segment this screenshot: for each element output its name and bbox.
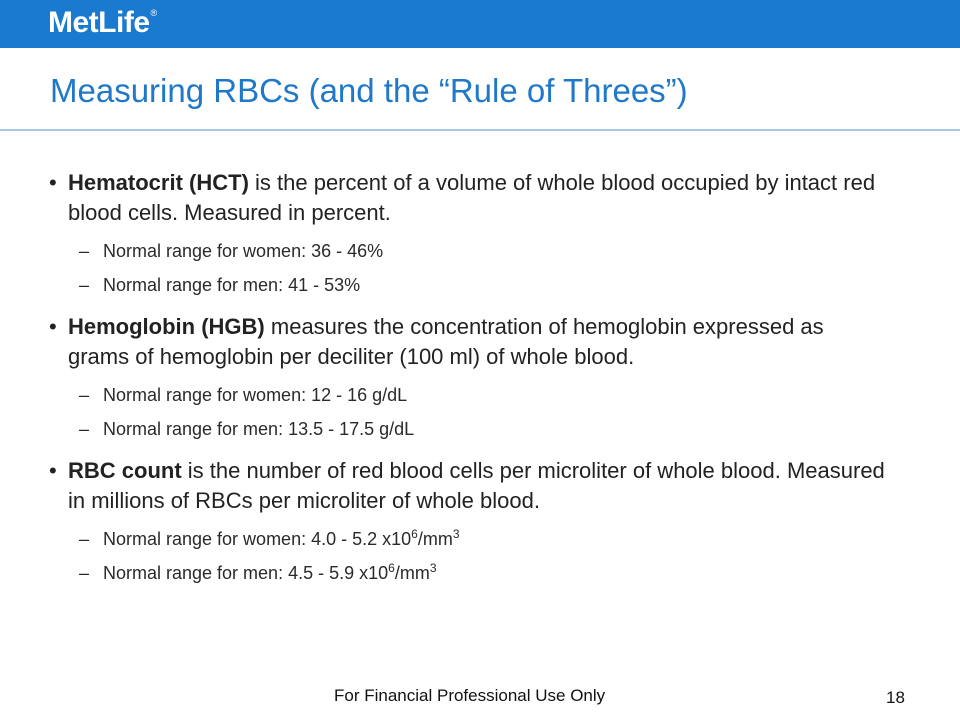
term-rbc: RBC count (68, 458, 182, 483)
unit-text: /mm (394, 563, 430, 583)
exponent: 3 (429, 561, 437, 575)
sub-rbc-men (0, 562, 960, 584)
sub-text: Normal range for men: 4.5 - 5.9 x10 (103, 563, 389, 583)
sub-dash: – (79, 241, 90, 261)
term-hgb: Hemoglobin (HGB) (68, 314, 265, 339)
metlife-logo: MetLife® (48, 6, 157, 39)
sub-dash: – (79, 385, 90, 405)
unit-text: /mm (417, 529, 453, 549)
bullet-text: is the percent of a volume of whole blood occupied by intact red blood cells. Measured in percent. (68, 170, 876, 225)
sub-hct-women (0, 240, 960, 262)
bullet-hemoglobin (0, 312, 888, 372)
sub-dash: – (79, 563, 90, 583)
sub-text: Normal range for women: 12 - 16 g/dL (103, 385, 408, 405)
sub-dash: – (79, 419, 90, 439)
sub-dash: – (79, 275, 90, 295)
exponent: 6 (411, 527, 418, 541)
bullet-dot: • (49, 458, 57, 483)
sub-hct-men (0, 274, 960, 296)
bullet-dot: • (49, 170, 57, 195)
bullet-rbc-count (0, 456, 888, 516)
footer-disclaimer: For Financial Professional Use Only (334, 686, 606, 705)
exponent: 3 (452, 527, 460, 541)
page-number: 18 (886, 688, 905, 707)
bullet-text: is the number of red blood cells per microliter of whole blood. Measured in millions of RBCs per microliter of whole blood. (68, 458, 885, 513)
sub-text: Normal range for men: 41 - 53% (103, 275, 361, 295)
bullet-dot: • (49, 314, 57, 339)
sub-hgb-women (0, 384, 960, 406)
slide-title: Measuring RBCs (and the “Rule of Threes”) (50, 72, 688, 109)
sub-text: Normal range for men: 13.5 - 17.5 g/dL (103, 419, 415, 439)
sub-hgb-men (0, 418, 960, 440)
title-divider (0, 129, 960, 131)
sub-rbc-women (0, 528, 960, 550)
header-bar (0, 0, 960, 48)
slide-body (0, 168, 960, 584)
bullet-hematocrit (0, 168, 888, 228)
bullet-text: measures the concentration of hemoglobin expressed as grams of hemoglobin per deciliter (100 ml) of whole blood. (68, 314, 824, 369)
exponent: 6 (388, 561, 395, 575)
sub-dash: – (79, 529, 90, 549)
term-hct: Hematocrit (HCT) (68, 170, 249, 195)
sub-text: Normal range for women: 4.0 - 5.2 x10 (103, 529, 412, 549)
sub-text: Normal range for women: 36 - 46% (103, 241, 384, 261)
